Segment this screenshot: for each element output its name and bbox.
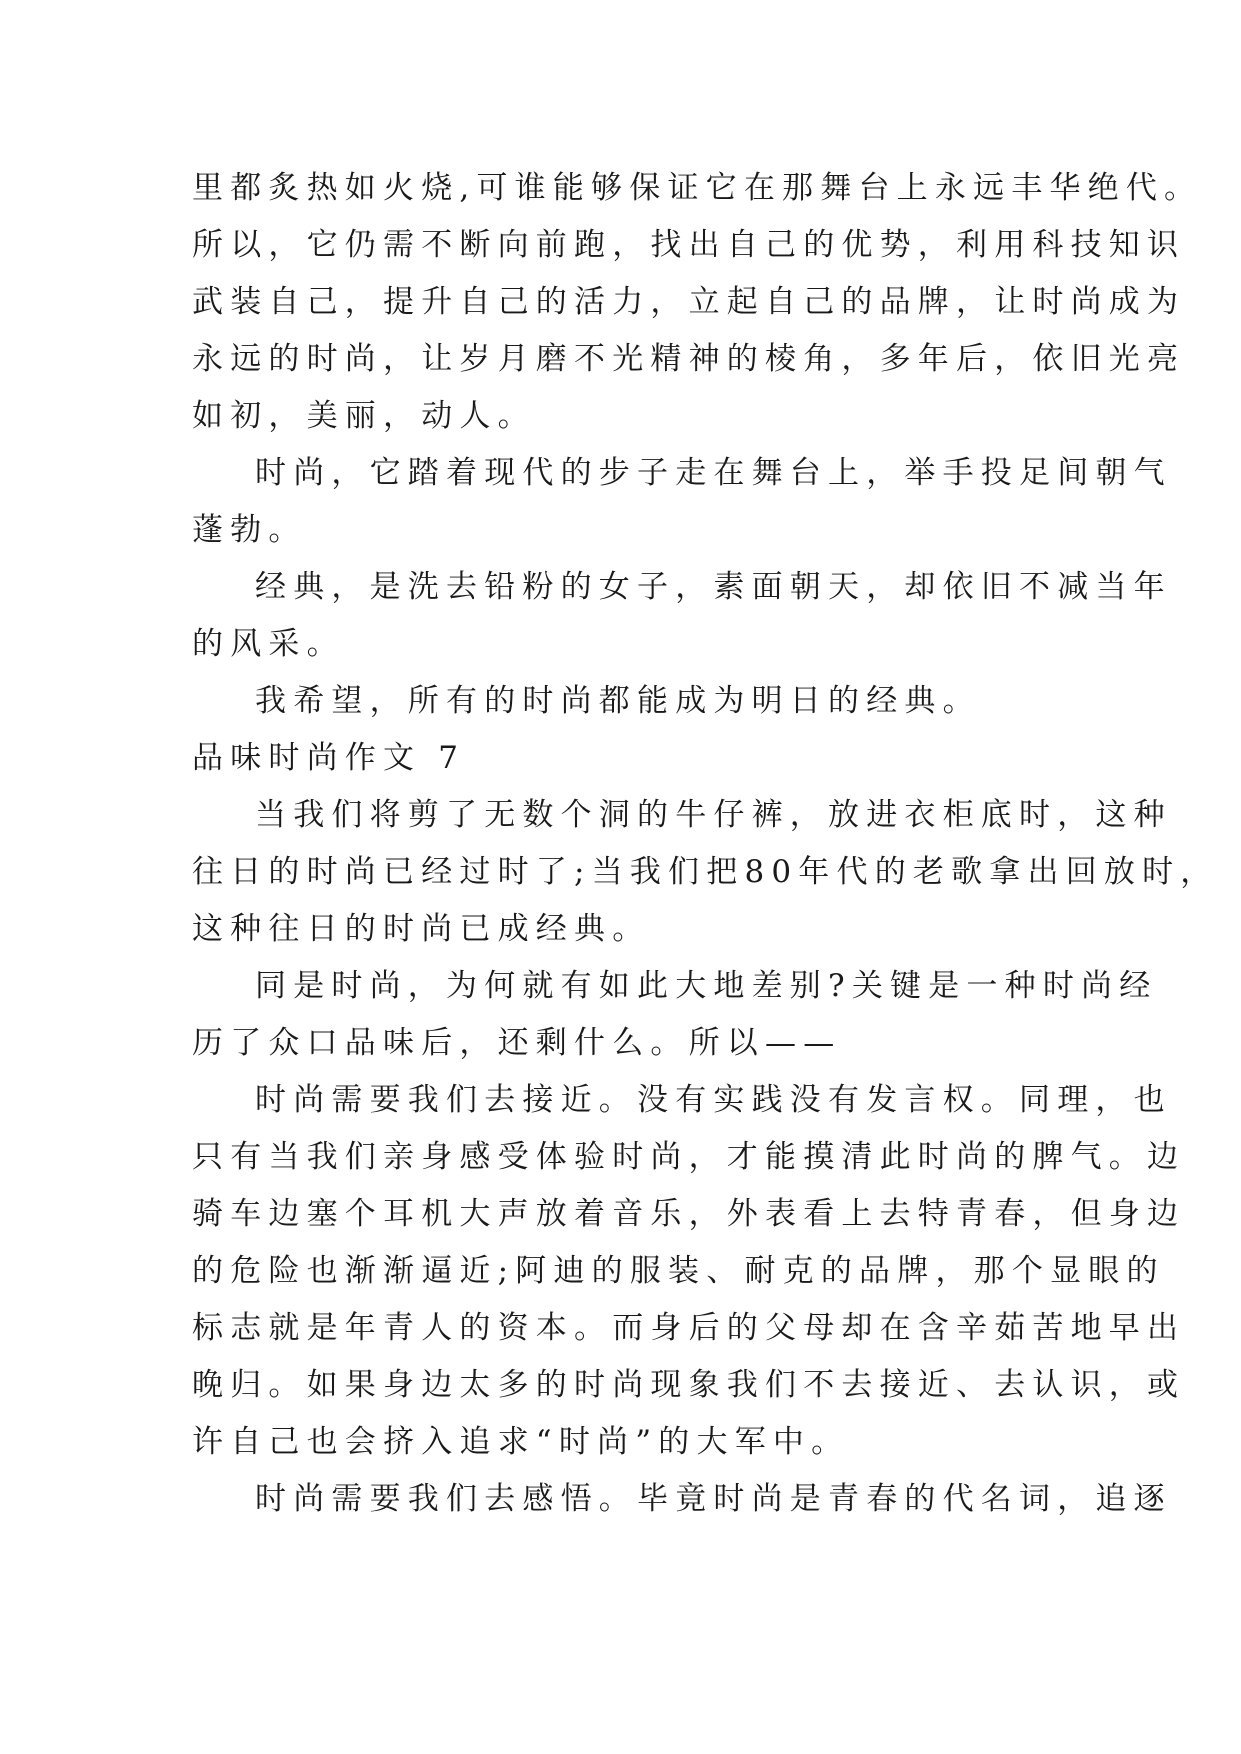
paragraph-first-line: 我希望，所有的时尚都能成为明日的经典。 (255, 683, 981, 719)
paragraph-first-line: 当我们将剪了无数个洞的牛仔裤，放进衣柜底时，这种 (255, 797, 1172, 833)
paragraph-first-line: 时尚需要我们去接近。没有实践没有发言权。同理，也 (255, 1082, 1172, 1118)
text-line: 这种往日的时尚已成经典。 (192, 911, 651, 947)
text-line: 许自己也会挤入追求“时尚”的大军中。 (192, 1424, 850, 1460)
text-line: 蓬勃。 (192, 512, 307, 548)
paragraph-first-line: 时尚，它踏着现代的步子走在舞台上，举手投足间朝气 (255, 455, 1172, 491)
text-line: 永远的时尚，让岁月磨不光精神的棱角，多年后，依旧光亮 (192, 341, 1186, 377)
text-line: 晚归。如果身边太多的时尚现象我们不去接近、去认识，或 (192, 1367, 1186, 1403)
text-line: 标志就是年青人的资本。而身后的父母却在含辛茹苦地早出 (192, 1310, 1186, 1346)
text-line: 往日的时尚已经过时了;当我们把80年代的老歌拿出回放时， (192, 854, 1219, 890)
paragraph-first-line: 时尚需要我们去感悟。毕竟时尚是青春的代名词，追逐 (255, 1481, 1172, 1517)
paragraph-first-line: 经典，是洗去铅粉的女子，素面朝天，却依旧不减当年 (255, 569, 1172, 605)
text-line: 所以，它仍需不断向前跑，找出自己的优势，利用科技知识 (192, 227, 1186, 263)
text-line: 武装自己，提升自己的活力，立起自己的品牌，让时尚成为 (192, 284, 1186, 320)
text-line: 里都炙热如火烧,可谁能够保证它在那舞台上永远丰华绝代。 (192, 170, 1203, 206)
text-line: 只有当我们亲身感受体验时尚，才能摸清此时尚的脾气。边 (192, 1139, 1186, 1175)
text-line: 如初，美丽，动人。 (192, 398, 536, 434)
section-heading: 品味时尚作文 7 (192, 740, 466, 776)
text-line: 的危险也渐渐逼近;阿迪的服装、耐克的品牌，那个显眼的 (192, 1253, 1165, 1289)
text-line: 历了众口品味后，还剩什么。所以—— (192, 1025, 842, 1061)
paragraph-first-line: 同是时尚，为何就有如此大地差别?关键是一种时尚经 (255, 968, 1158, 1004)
text-line: 骑车边塞个耳机大声放着音乐，外表看上去特青春，但身边 (192, 1196, 1186, 1232)
text-line: 的风采。 (192, 626, 345, 662)
